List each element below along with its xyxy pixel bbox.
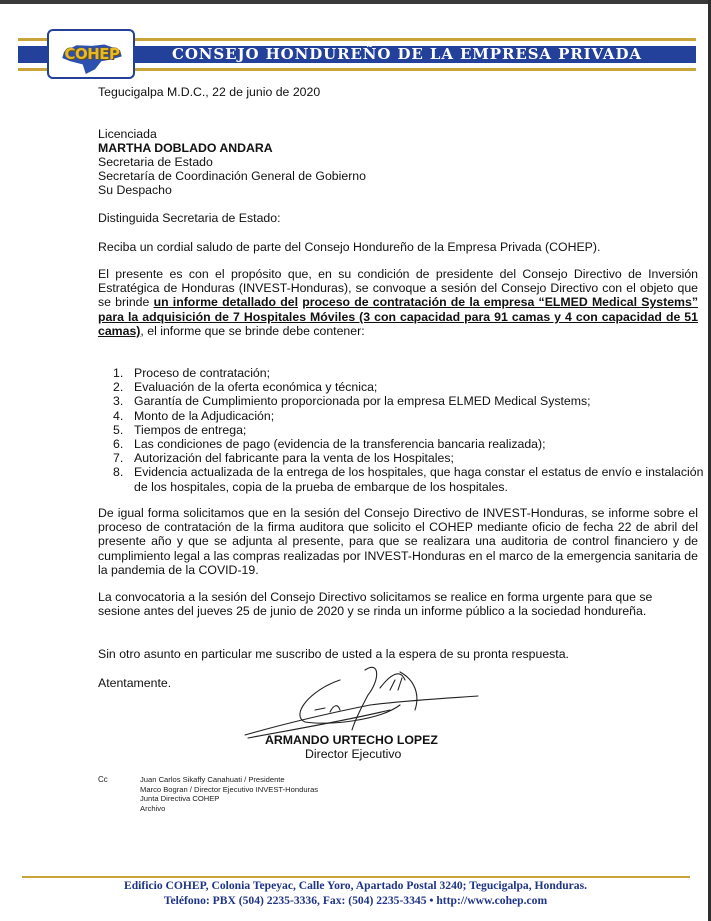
list-text: Evidencia actualizada de la entrega de los hospitales, que haga constar el estatus de envío e instalación de los hospitales, copia de la prueba de embarque de los hospitales. bbox=[134, 465, 704, 494]
cohep-logo bbox=[47, 29, 135, 79]
list-text: Proceso de contratación; bbox=[134, 366, 271, 380]
cc-label: Cc bbox=[98, 775, 108, 784]
urgency-paragraph: La convocatoria a la sesión del Consejo Directivo solicitamos se realice en forma urgente para que se sesione antes del jueves 25 de junio de 2020 y se rinda un informe público a la sociedad hondureña. bbox=[98, 590, 653, 619]
list-item bbox=[113, 437, 711, 451]
signature-stroke bbox=[315, 706, 340, 712]
list-item bbox=[113, 409, 711, 423]
list-item bbox=[113, 465, 711, 493]
list-item bbox=[113, 423, 711, 437]
list-number: 1. bbox=[113, 366, 124, 380]
purpose-emphasis-2: proceso de contratación de la empresa “ELMED Medical Systems” para la adquisición de 7 Hospitales Móviles (3 con capacidad para 91 camas y 4 con capacidad de 51 camas) bbox=[98, 295, 698, 338]
logo-text: COHEP bbox=[64, 45, 120, 63]
list-number: 8. bbox=[113, 465, 124, 480]
signatory-title: Director Ejecutivo bbox=[305, 747, 402, 761]
list-number: 2. bbox=[113, 380, 124, 395]
closing-paragraph: Sin otro asunto en particular me suscribo de usted a la espera de su pronta respuesta. bbox=[98, 647, 569, 661]
cc-list bbox=[140, 775, 318, 813]
footer-address: Edificio COHEP, Colonia Tepeyac, Calle Yoro, Apartado Postal 3240; Tegucigalpa, Honduras. bbox=[123, 879, 588, 892]
recipient-honorific: Licenciada bbox=[98, 127, 157, 141]
purpose-paragraph bbox=[98, 267, 698, 338]
cc-recipient: Junta Directiva COHEP bbox=[140, 794, 220, 804]
list-text: Garantía de Cumplimiento proporcionada por la empresa ELMED Medical Systems; bbox=[134, 394, 591, 409]
sign-off: Atentamente. bbox=[98, 676, 172, 690]
list-number: 5. bbox=[113, 422, 124, 437]
audit-paragraph: De igual forma solicitamos que en la sesión del Consejo Directivo de INVEST-Honduras, se informe sobre el proceso de contratación de la firma auditora que solicito el COHEP mediante oficio de fecha 22 de abril del presente año y que se adjunta al presente, para que se realizara una auditoria de control financiero y de cumplimiento legal a las compras realizadas por INVEST-Honduras en el marco de la emergencia sanitaria de la pandemia de la COVID-19. bbox=[98, 506, 698, 577]
recipient-name: MARTHA DOBLADO ANDARA bbox=[98, 141, 273, 155]
recipient-closing: Su Despacho bbox=[98, 183, 172, 197]
cc-recipient: Juan Carlos Sikaffy Canahuati / Presidente bbox=[140, 775, 285, 784]
list-item bbox=[113, 394, 711, 408]
footer-contact: Teléfono: PBX (504) 2235-3336, Fax: (504) 2235-3345 • http://www.cohep.com bbox=[163, 894, 548, 907]
list-item bbox=[113, 380, 711, 394]
recipient-office: Secretaría de Coordinación General de Gobierno bbox=[98, 169, 366, 183]
recipient-title: Secretaria de Estado bbox=[98, 155, 213, 169]
signature-stroke bbox=[400, 672, 417, 710]
greeting-paragraph: Reciba un cordial saludo de parte del Consejo Hondureño de la Empresa Privada (COHEP). bbox=[98, 240, 601, 254]
signature-stroke bbox=[380, 674, 405, 690]
list-item bbox=[113, 366, 711, 380]
list-number: 6. bbox=[113, 437, 124, 452]
signature-stroke bbox=[352, 667, 377, 730]
list-number: 7. bbox=[113, 451, 124, 466]
requirements-list bbox=[113, 366, 711, 494]
list-text: Autorización del fabricante para la venta de los Hospitales; bbox=[134, 451, 454, 466]
salutation: Distinguida Secretaria de Estado: bbox=[98, 211, 281, 225]
list-text: Monto de la Adjudicación; bbox=[134, 408, 275, 423]
list-number: 3. bbox=[113, 394, 124, 409]
cc-recipient: Archivo bbox=[140, 803, 166, 813]
list-text: Tiempos de entrega; bbox=[134, 422, 247, 437]
purpose-emphasis-1: un informe detallado del bbox=[153, 295, 299, 310]
cc-recipient: Marco Bogran / Director Ejecutivo INVEST-Honduras bbox=[140, 784, 319, 794]
window-top-edge bbox=[0, 0, 711, 4]
signature-stroke bbox=[245, 696, 478, 735]
date-line: Tegucigalpa M.D.C., 22 de junio de 2020 bbox=[98, 85, 321, 99]
handwritten-signature bbox=[240, 660, 480, 740]
purpose-text-2: , el informe que se brinde debe contener: bbox=[140, 323, 365, 338]
list-item bbox=[113, 451, 711, 465]
purpose-text-1: El presente es con el propósito que, en su condición de presidente del Consejo Directivo de Inversión Estratégica de Honduras (INVEST-Honduras), se convoque a sesión del Consejo Directivo con el objeto que se brinde bbox=[98, 267, 698, 310]
list-text: Las condiciones de pago (evidencia de la transferencia bancaria realizada); bbox=[134, 437, 546, 452]
list-number: 4. bbox=[113, 408, 124, 423]
organization-name: CONSEJO HONDUREÑO DE LA EMPRESA PRIVADA bbox=[172, 45, 642, 63]
footer-divider bbox=[22, 876, 690, 878]
signatory-name: ARMANDO URTECHO LOPEZ bbox=[265, 733, 438, 747]
list-text: Evaluación de la oferta económica y técnica; bbox=[134, 380, 378, 395]
